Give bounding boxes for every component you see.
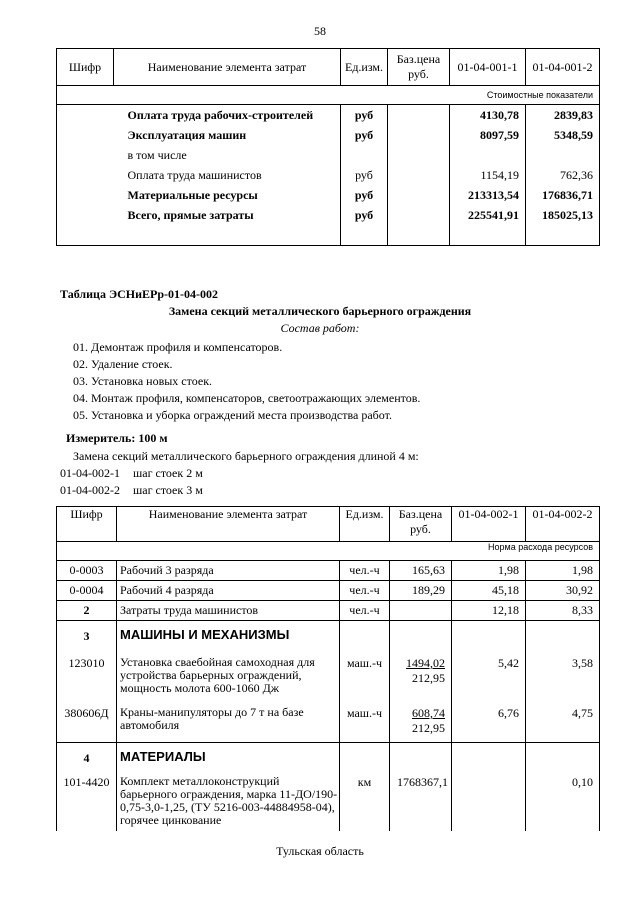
row-name: Оплата труда рабочих-строителей [127,107,314,122]
row-value-2: 4,75 [526,704,600,743]
row-value-1: 45,18 [452,581,526,601]
price-base: 608,74 [412,706,445,720]
works-heading: Состав работ: [280,321,360,335]
row-unit: руб [341,165,388,185]
row-price [390,704,452,743]
row-value-2 [526,145,600,165]
row-price [388,205,450,225]
row-price [390,654,452,704]
header-price: Баз.цена руб. [388,49,450,86]
table-row [57,105,600,126]
row-unit: руб [341,185,388,205]
section-name: МАТЕРИАЛЫ [117,743,340,774]
table-title: Таблица ЭСНиЕРр-01-04-002 [60,287,219,301]
section-code: 4 [57,743,117,774]
cost-table [56,48,600,246]
variant-text: шаг стоек 3 м [133,483,203,497]
page-number: 58 [314,24,326,38]
section-code: 3 [57,621,117,655]
row-name: в том числе [127,147,187,162]
row-value-2: 176836,71 [526,185,600,205]
table-row [57,581,600,601]
row-unit: руб [341,105,388,126]
row-price [388,165,450,185]
row-price [388,105,450,126]
table-note: Норма расхода ресурсов [57,542,600,561]
table-row [57,205,600,225]
table-row [57,704,600,743]
row-name: Всего, прямые затраты [127,207,254,222]
row-price: 189,29 [390,581,452,601]
row-price [388,125,450,145]
row-value-1: 6,76 [452,704,526,743]
row-code [57,205,114,225]
row-name: Установка сваебойная самоходная для устройства барьерных ограждений, мощность молота 600-1060 Дж [117,654,340,704]
variants [60,465,203,499]
meter: Измеритель: 100 м [66,431,168,445]
footer-region: Тульская область [276,844,364,858]
row-code: 123010 [57,654,117,704]
header-col1: 01-04-001-1 [450,49,526,86]
row-unit: маш.-ч [340,654,390,704]
header-col2: 01-04-001-2 [526,49,600,86]
header-code: Шифр [57,507,117,542]
variant-code: 01-04-002-1 [60,466,120,480]
row-code [57,145,114,165]
row-price [388,185,450,205]
row-value-2: 2839,83 [526,105,600,126]
row-value-1: 1,98 [452,561,526,581]
price-base: 1494,02 [406,656,445,670]
row-code [57,125,114,145]
row-name: Материальные ресурсы [127,187,258,202]
row-code [57,185,114,205]
row-name: Затраты труда машинистов [117,601,340,621]
row-code [57,105,114,126]
list-item: 02. Удаление стоек. [73,357,173,371]
section-name: МАШИНЫ И МЕХАНИЗМЫ [117,621,340,655]
row-unit: чел.-ч [340,581,390,601]
row-price [388,145,450,165]
row-value-1 [450,145,526,165]
resource-table [56,506,600,831]
variant-code: 01-04-002-2 [60,483,120,497]
row-code: 0-0003 [57,561,117,581]
row-code: 380606Д [57,704,117,743]
row-price [390,601,452,621]
row-value-1 [452,773,526,831]
row-unit: чел.-ч [340,561,390,581]
row-unit: чел.-ч [340,601,390,621]
works-list [73,339,420,424]
header-price: Баз.цена руб. [390,507,452,542]
header-name: Наименование элемента затрат [117,507,340,542]
table-row [57,145,600,165]
row-value-2: 30,92 [526,581,600,601]
row-value-2: 5348,59 [526,125,600,145]
table-row [57,601,600,621]
row-value-2: 8,33 [526,601,600,621]
row-code: 2 [57,601,117,621]
table-row [57,185,600,205]
row-name: Рабочий 3 разряда [117,561,340,581]
header-name: Наименование элемента затрат [114,49,341,86]
row-value-2: 0,10 [526,773,600,831]
row-unit: маш.-ч [340,704,390,743]
row-code [57,165,114,185]
list-item: 03. Установка новых стоек. [73,374,213,388]
header-col2: 01-04-002-2 [526,507,600,542]
table-row [57,561,600,581]
section-row [57,621,600,655]
row-value-1: 8097,59 [450,125,526,145]
variant-row [60,465,203,482]
table-header [57,49,600,86]
row-name: Эксплуатация машин [127,127,247,142]
row-value-1: 5,42 [452,654,526,704]
row-code: 101-4420 [57,773,117,831]
variant-row [60,482,203,499]
variant-text: шаг стоек 2 м [133,466,203,480]
header-unit: Ед.изм. [341,49,388,86]
header-col1: 01-04-002-1 [452,507,526,542]
row-unit: км [340,773,390,831]
table-header [57,507,600,542]
price-wage: 212,95 [412,671,445,685]
list-item: 04. Монтаж профиля, компенсаторов, светоотражающих элементов. [73,391,421,405]
row-unit [341,145,388,165]
row-value-1: 4130,78 [450,105,526,126]
table-row [57,165,600,185]
list-item: 05. Установка и уборка ограждений места производства работ. [73,408,392,422]
row-value-1: 225541,91 [450,205,526,225]
row-name: Комплект металлоконструкций барьерного ограждения, марка 11-ДО/190-0,75-3,0-1,25, (ТУ 5216-003-44884958-04), горячее цинкование [117,773,340,831]
row-value-2: 1,98 [526,561,600,581]
row-price: 165,63 [390,561,452,581]
row-value-1: 1154,19 [450,165,526,185]
row-value-2: 3,58 [526,654,600,704]
row-name: Краны-манипуляторы до 7 т на базе автомобиля [117,704,340,743]
table-row [57,654,600,704]
row-unit: руб [341,125,388,145]
list-item: 01. Демонтаж профиля и компенсаторов. [73,340,283,354]
header-code: Шифр [57,49,114,86]
description: Замена секций металлического барьерного ограждения длиной 4 м: [73,449,419,463]
row-value-2: 185025,13 [526,205,600,225]
row-value-2: 762,36 [526,165,600,185]
table-row [57,773,600,831]
header-unit: Ед.изм. [340,507,390,542]
row-value-1: 12,18 [452,601,526,621]
table-note: Стоимостные показатели [57,86,600,105]
section-subtitle: Замена секций металлического барьерного ограждения [168,304,472,318]
row-name: Оплата труда машинистов [127,167,262,182]
row-code: 0-0004 [57,581,117,601]
price-wage: 212,95 [412,721,445,735]
row-price: 1768367,1 [390,773,452,831]
row-name: Рабочий 4 разряда [117,581,340,601]
table-row [57,125,600,145]
row-value-1: 213313,54 [450,185,526,205]
row-unit: руб [341,205,388,225]
section-row [57,743,600,774]
